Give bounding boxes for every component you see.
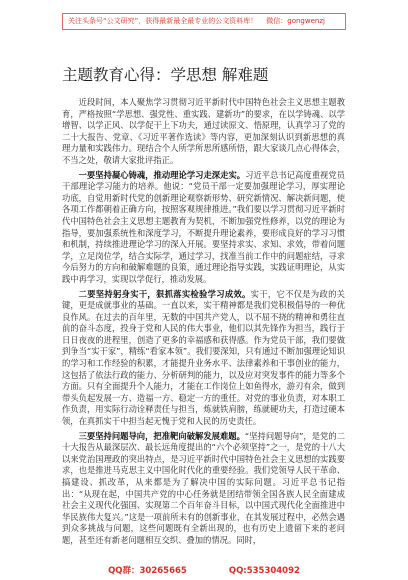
paragraph-lead: 三要坚持问题导向，把准靶向破解发展难题。: [78, 430, 245, 441]
paragraph-text: 近段时间，本人聚焦学习贯彻习近平新时代中国特色社会主义思想主题教育，严格按照“学思想、强党性、重实践、建新功”的要求，在以学铸魂、以学增智、以学正风、以学促干上下功夫，通过读原文、悟原理，认真学习了党的二十大报告、党章、《习近平著作选读》等内容，更加深刻认识到新思想的真理力量和实践伟力。现结合个人所学所思所感所悟，跟大家谈几点心得体会，不当之处，敬请大家批评指正。: [62, 97, 345, 165]
paragraph-text: 实干，它不仅是为政的关键，更是成就事业的基础。一直以来，实干精神都是我们党积极倡导的一种优良作风。在过去的百年里，无数的中国共产党人，以不屈不挠的精神和勇往直前的奋斗态度，投身于党和人民的伟大事业，他们以其先锋作为担当，践行于日日夜夜的进程里，创造了更多的幸福感和获得感。作为党员干部，我们要做到争当“实干家”，精练“看家本领”。我们要深知，只有通过不断加强理论知识的学习和工作经验的积累，才能提升业务水平、法律素养和干事创业的能力，这包括了依法行政的能力、分析研判的能力，以及应对突发事件的能力等多个方面。只有全面提升个人能力，才能在工作岗位上如鱼得水，游刃有余，做到带头负起发展一方、造福一方、稳定一方的重任。对党的事业负责，对本职工作负责，用实际行动诠释责任与担当，炼就铁肩膀，练就硬功夫，打造过硬本领，在真抓实干中担当起无愧于党和人民的历史责任。: [62, 288, 345, 427]
paragraph-intro: [62, 97, 345, 167]
paragraph-lead: 一要坚持凝心铸魂，推动理论学习走深走实。: [78, 169, 246, 180]
contact-footer: [0, 565, 408, 577]
paragraph-point-2: [62, 289, 345, 428]
document-title: 主题教育心得：学思想 解难题: [62, 66, 269, 84]
document-body: [62, 97, 345, 561]
promo-banner: [62, 13, 346, 30]
paragraph-point-1: [62, 170, 345, 286]
paragraph-text: 习近平总书记高度重视党员干部理论学习能力的培养。他说：“党员干部一定要加强理论学习，厚实理论功底，自觉用新时代党的创新理论观察新形势、研究新情况、解决新问题，使各项工作都朝着正确方向，按照客观规律推进。”我们要以学习贯彻习近平新时代中国特色社会主义思想主题教育为契机，不断加强党性修养，以党的理论为指导，要加强系统性和深度学习，不断提升理论素养，要形成良好的学习习惯和机制，持续推进理论学习的深入开展。要坚持求实、求知、求效，带着问题学，立足岗位学，结合实际学，通过学习，找准当前工作中的问题症结，寻求今后努力的方向和破解难题的良策，通过理论指导实践，实践证明理论，从实践中再学习，实现以学促行，推动发展。: [62, 169, 345, 284]
qq-number: QQ:535304092: [228, 566, 300, 576]
qq-group-number: QQ群：30265665: [108, 566, 187, 576]
paragraph-point-3: [62, 431, 345, 547]
banner-wechat: 微信：gongwenzj: [266, 17, 325, 25]
paragraph-text: “坚持问题导向”，是党的二十大报告从最深层次、最长远角度提出的“六个必须坚持”之一，是党的十八大以来党治国理政的突出特点，是习近平新时代中国特色社会主义思想的实践要求，也是推进马克思主义中国化时代化的重要经验。我们党领导人民干革命、搞建设、抓改革，从来都是为了解决中国的实际问题。习近平总书记指出：“从现在起，中国共产党的中心任务就是团结带领全国各族人民全面建成社会主义现代化强国、实现第二个百年奋斗目标，以中国式现代化全面推进中华民族伟大复兴。”这是一项前所未有的创新事业，在其发展过程中，必然会遇到众多挑战与问题，这些问题既有全新出现的，也有历史上遗留下来的老问题，甚至还有新老问题相互交织、叠加的情况。同时，: [62, 430, 345, 545]
paragraph-lead: 二要坚持躬身实干，狠抓落实检验学习成效。: [78, 288, 251, 299]
banner-text: 关注头条号“公文研究”，获得最新最全最专业的公文资料库！: [68, 17, 258, 25]
